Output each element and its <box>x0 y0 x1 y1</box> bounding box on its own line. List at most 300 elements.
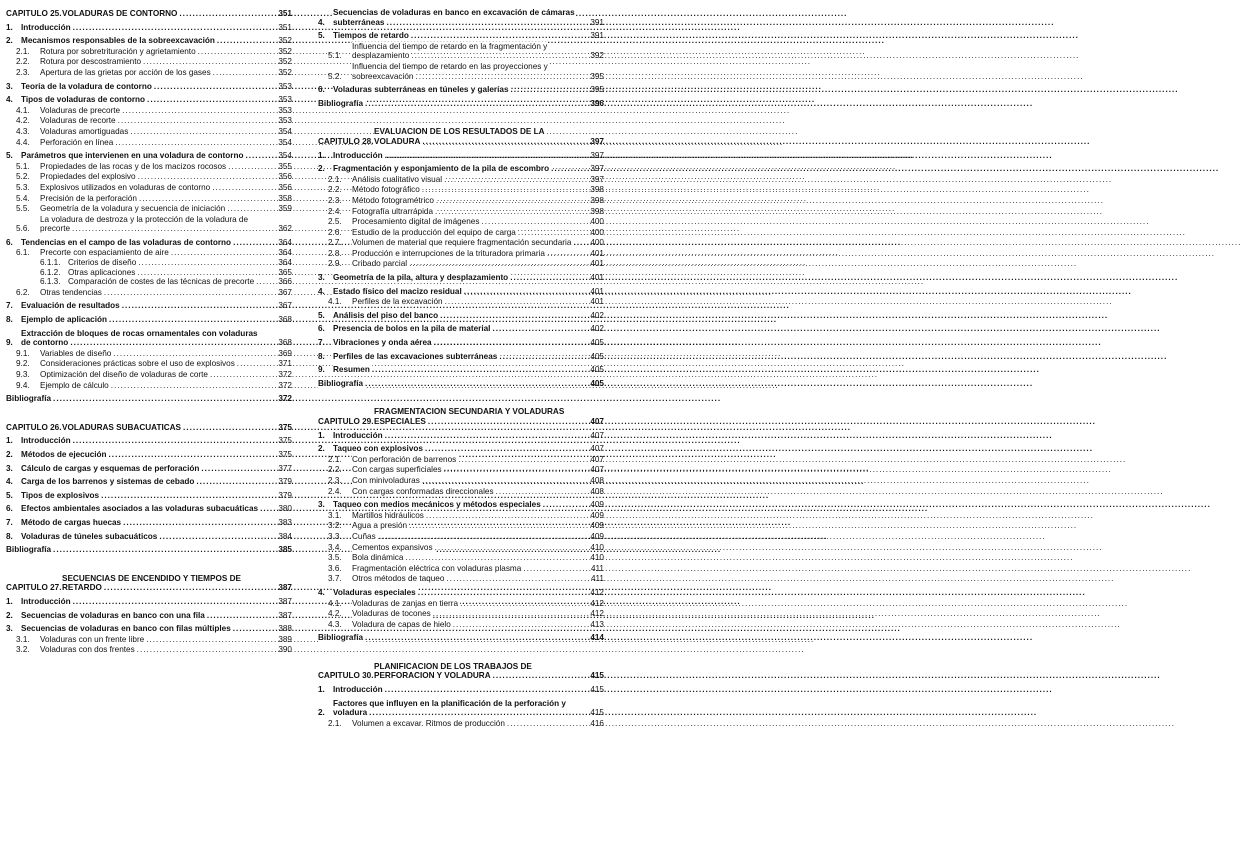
toc-entry-number: 4.1. <box>328 297 342 307</box>
toc-entry-number: 2.6. <box>328 227 342 237</box>
toc-entry-page: 391 <box>590 17 604 27</box>
toc-entry-number: 5.4. <box>16 193 30 203</box>
toc-entry-title: Otras tendencias ..... <box>40 288 264 298</box>
toc-entry-title: Geometría de la pila, altura y desplazamiento ..... <box>333 273 576 283</box>
toc-subsection-entry[interactable] <box>6 370 292 380</box>
toc-entry-title: Procesamiento digital de imágenes ..... <box>352 217 576 227</box>
toc-subsection-entry[interactable] <box>6 106 292 116</box>
toc-entry-title: Efectos ambientales asociados a las voladuras subacuáticas ..... <box>21 504 264 514</box>
toc-subsection-entry[interactable] <box>318 249 604 259</box>
toc-entry-page: 408 <box>590 475 604 485</box>
toc-entry-title: Con minivoladuras ..... <box>352 476 576 486</box>
toc-section-entry[interactable] <box>6 238 292 248</box>
toc-entry-page: 415 <box>590 685 604 695</box>
toc-section-entry[interactable] <box>318 31 604 41</box>
toc-entry-page: 397 <box>590 150 604 160</box>
toc-entry-title: Parámetros que intervienen en una voladura de contorno ..... <box>21 151 264 161</box>
toc-entry-page: 380 <box>278 504 292 514</box>
toc-entry-title: Explosivos utilizados en voladuras de contorno ..... <box>40 183 264 193</box>
toc-section-entry[interactable] <box>6 82 292 92</box>
toc-entry-page: 379 <box>278 490 292 500</box>
toc-entry-number: 4.3. <box>16 126 30 136</box>
toc-subsection-entry[interactable] <box>318 228 604 238</box>
toc-entry-page: 402 <box>590 324 604 334</box>
toc-subsection-entry[interactable] <box>6 172 292 182</box>
toc-entry-page: 409 <box>590 510 604 520</box>
toc-entry-title: Bibliografía ..... <box>6 545 264 555</box>
toc-entry-number: 8. <box>6 531 13 541</box>
toc-entry-title: Cementos expansivos ..... <box>352 543 576 553</box>
toc-section-entry[interactable] <box>6 450 292 460</box>
toc-subsection-entry[interactable] <box>318 543 604 553</box>
toc-entry-title: Introducción ..... <box>333 431 576 441</box>
toc-entry-title: Bibliografía ..... <box>318 99 576 109</box>
toc-entry-title: Cálculo de cargas y esquemas de perforación ..... <box>21 464 264 474</box>
toc-entry-page: 364 <box>278 258 292 268</box>
toc-entry-number: 3.4. <box>328 542 342 552</box>
toc-entry-page: 379 <box>278 477 292 487</box>
toc-entry-title: Fragmentación eléctrica con voladuras plasma ..... <box>352 564 576 574</box>
toc-entry-page: 372 <box>278 394 292 404</box>
toc-bibliography-entry[interactable] <box>6 394 292 404</box>
toc-entry-page: 368 <box>278 338 292 348</box>
toc-entry-page: 368 <box>278 315 292 325</box>
toc-entry-number: 3. <box>318 500 325 510</box>
toc-subsection-entry[interactable] <box>6 381 292 391</box>
toc-section-entry[interactable] <box>6 532 292 542</box>
toc-entry-title: Influencia del tiempo de retardo en las proyecciones y sobreexcavación ..... <box>352 62 576 81</box>
toc-subsection-entry[interactable] <box>318 238 604 248</box>
toc-entry-number: 5.1. <box>16 161 30 171</box>
toc-entry-page: 367 <box>278 301 292 311</box>
toc-subsection-entry[interactable] <box>6 57 292 67</box>
toc-entry-title: Teoría de la voladura de contorno ..... <box>21 82 264 92</box>
toc-entry-number: 1. <box>318 150 325 160</box>
toc-entry-number: 4.2. <box>16 116 30 126</box>
toc-entry-number: 3. <box>6 624 13 634</box>
toc-subsection-entry[interactable] <box>318 620 604 630</box>
toc-section-entry[interactable] <box>6 504 292 514</box>
toc-section-entry[interactable] <box>6 36 292 46</box>
toc-subsection-entry[interactable] <box>6 204 292 214</box>
toc-section-entry[interactable] <box>318 699 604 718</box>
section-gap <box>318 388 604 402</box>
toc-subsection-entry[interactable] <box>318 719 604 729</box>
toc-subsection-entry[interactable] <box>6 359 292 369</box>
toc-entry-number: 6.1.2. <box>40 267 61 277</box>
toc-entry-number: 3. <box>6 463 13 473</box>
toc-chapter-heading[interactable] <box>318 407 604 426</box>
toc-subsection-entry[interactable] <box>318 196 604 206</box>
toc-subsection-entry[interactable] <box>318 185 604 195</box>
toc-chapter-heading[interactable] <box>6 9 292 19</box>
toc-entry-number: 3.6. <box>328 563 342 573</box>
toc-subsection-entry[interactable] <box>318 465 604 475</box>
toc-entry-number: 2.4. <box>328 206 342 216</box>
toc-entry-title: Bola dinámica ..... <box>352 553 576 563</box>
toc-entry-number: 4.1. <box>16 105 30 115</box>
toc-entry-number: 8. <box>318 351 325 361</box>
toc-section-entry[interactable] <box>318 338 604 348</box>
toc-section-entry[interactable] <box>318 151 604 161</box>
toc-entry-page: 407 <box>590 444 604 454</box>
toc-entry-page: 407 <box>590 465 604 475</box>
toc-entry-title: Rotura por sobretrituración y agrietamiento ..... <box>40 47 264 57</box>
toc-section-entry[interactable] <box>6 329 292 348</box>
toc-entry-number: CAPITULO 30. <box>318 671 374 681</box>
toc-entry-page: 392 <box>590 51 604 61</box>
toc-entry-number: 2.1. <box>16 46 30 56</box>
toc-entry-title: Método de cargas huecas ..... <box>21 518 264 528</box>
toc-entry-number: 9.3. <box>16 370 30 379</box>
toc-entry-number: 3.1. <box>328 510 342 520</box>
toc-entry-page: 398 <box>590 185 604 195</box>
toc-entry-number: 6.1.1. <box>40 258 61 268</box>
toc-subsection-entry[interactable] <box>6 635 292 645</box>
toc-entry-title: Con cargas conformadas direccionales ..... <box>352 487 576 497</box>
toc-entry-page: 412 <box>590 587 604 597</box>
toc-entry-title: Perfiles de las excavaciones subterráneas ..... <box>333 352 576 362</box>
toc-entry-title: Comparación de costes de las técnicas de precorte ..... <box>68 277 264 287</box>
toc-entry-number: 1. <box>6 22 13 32</box>
toc-entry-title: Introducción ..... <box>333 151 576 161</box>
toc-section-entry[interactable] <box>6 491 292 501</box>
toc-entry-title: Tendencias en el campo de las voladuras de contorno ..... <box>21 238 264 248</box>
toc-subsection-entry[interactable] <box>6 215 292 234</box>
toc-entry-number: 9. <box>6 338 13 348</box>
toc-entry-number: 4. <box>6 95 13 105</box>
toc-entry-title: Voladura de capas de hielo ..... <box>352 620 576 630</box>
toc-entry-number: 3.1. <box>16 634 30 644</box>
toc-section-entry[interactable] <box>318 311 604 321</box>
toc-entry-title: Ejemplo de aplicación ..... <box>21 315 264 325</box>
toc-subsection-entry[interactable] <box>6 116 292 126</box>
toc-chapter-heading[interactable] <box>6 423 292 433</box>
toc-entry-number: 2.3. <box>328 195 342 205</box>
toc-chapter-heading[interactable] <box>318 662 604 681</box>
toc-section-entry[interactable] <box>6 23 292 33</box>
toc-entry-title: Voladuras amortiguadas ..... <box>40 127 264 137</box>
toc-subsection-entry[interactable] <box>6 288 292 298</box>
toc-entry-page: 397 <box>590 164 604 174</box>
toc-chapter-heading[interactable] <box>6 574 292 593</box>
toc-entry-page: 353 <box>278 95 292 105</box>
toc-bibliography-entry[interactable] <box>318 379 604 389</box>
toc-entry-number: 9.2. <box>16 359 30 369</box>
toc-entry-number: 2.2. <box>328 465 342 475</box>
toc-subsection-entry[interactable] <box>318 297 604 307</box>
toc-entry-page: 401 <box>590 259 604 269</box>
toc-subsection-entry[interactable] <box>6 68 292 78</box>
toc-entry-title: VOLADURAS SUBACUATICAS ..... <box>62 423 264 433</box>
toc-entry-title: Método fotográfico ..... <box>352 185 576 195</box>
toc-entry-page: 372 <box>278 370 292 379</box>
toc-entry-title: Voladuras de túneles subacuáticos ..... <box>21 532 264 542</box>
toc-entry-number: 4. <box>318 17 325 27</box>
toc-entry-page: 400 <box>590 227 604 237</box>
toc-entry-title: Consideraciones prácticas sobre el uso de explosivos ..... <box>40 359 264 369</box>
toc-entry-page: 395 <box>590 71 604 81</box>
toc-subsection-entry[interactable] <box>318 476 604 486</box>
toc-entry-page: 372 <box>278 380 292 390</box>
toc-entry-page: 355 <box>278 161 292 171</box>
toc-entry-title: Evaluación de resultados ..... <box>21 301 264 311</box>
toc-section-entry[interactable] <box>6 95 292 105</box>
toc-entry-title: Resumen ..... <box>333 365 576 375</box>
toc-entry-number: 5. <box>6 490 13 500</box>
toc-entry-title: Voladuras con un frente libre ..... <box>40 635 264 645</box>
toc-subsection-entry[interactable] <box>6 127 292 137</box>
toc-entry-page: 397 <box>590 136 604 146</box>
toc-entry-number: 5. <box>6 151 13 161</box>
toc-entry-page: 412 <box>590 598 604 608</box>
toc-section-entry[interactable] <box>6 518 292 528</box>
toc-entry-page: 387 <box>278 596 292 606</box>
toc-entry-number: 2.3. <box>328 475 342 485</box>
toc-subsection-entry[interactable] <box>318 574 604 584</box>
toc-entry-page: 416 <box>590 718 604 728</box>
toc-entry-page: 358 <box>278 193 292 203</box>
toc-entry-number: 3. <box>6 81 13 91</box>
toc-entry-title: VOLADURAS DE CONTORNO ..... <box>62 9 264 19</box>
toc-entry-title: Propiedades del explosivo ..... <box>40 172 264 182</box>
toc-subsection-entry[interactable] <box>318 42 604 61</box>
toc-section-entry[interactable] <box>318 352 604 362</box>
toc-entry-number: 2. <box>318 444 325 454</box>
toc-entry-title: Propiedades de las rocas y de los macizos rocosos ..... <box>40 162 264 172</box>
toc-entry-number: CAPITULO 25. <box>6 9 62 18</box>
toc-entry-title: Análisis cualitativo visual ..... <box>352 175 576 185</box>
toc-entry-page: 389 <box>278 634 292 644</box>
toc-entry-number: 1. <box>318 685 325 695</box>
toc-entry-title: Extracción de bloques de rocas ornamentales con voladuras de contorno ..... <box>21 329 264 348</box>
toc-entry-number: 5.6. <box>16 224 30 234</box>
section-gap <box>318 643 604 657</box>
toc-subsubsection-entry[interactable] <box>6 277 292 287</box>
toc-entry-page: 415 <box>590 671 604 681</box>
toc-subsection-entry[interactable] <box>6 138 292 148</box>
toc-entry-number: 2. <box>318 708 325 718</box>
toc-entry-title: Perfiles de la excavación ..... <box>352 297 576 307</box>
toc-subsection-entry[interactable] <box>6 349 292 359</box>
toc-chapter-heading[interactable] <box>318 127 604 146</box>
toc-section-entry[interactable] <box>318 431 604 441</box>
toc-entry-page: 414 <box>590 633 604 643</box>
toc-entry-page: 407 <box>590 430 604 440</box>
toc-entry-page: 402 <box>590 310 604 320</box>
toc-subsection-entry[interactable] <box>318 599 604 609</box>
toc-entry-number: 6. <box>6 504 13 514</box>
toc-entry-title: PLANIFICACION DE LOS TRABAJOS DE PERFORACION Y VOLADURA ..... <box>374 662 576 681</box>
toc-entry-title: Rotura por descostramiento ..... <box>40 57 264 67</box>
toc-entry-title: Factores que influyen en la planificación de la perforación y voladura ..... <box>333 699 576 718</box>
toc-entry-title: Precorte con espaciamiento de aire ..... <box>40 248 264 258</box>
toc-subsection-entry[interactable] <box>318 259 604 269</box>
toc-entry-title: Mecanismos responsables de la sobreexcavación ..... <box>21 36 264 46</box>
toc-subsection-entry[interactable] <box>318 553 604 563</box>
toc-entry-title: Criterios de diseño ..... <box>68 258 264 268</box>
toc-entry-number: 9. <box>318 365 325 375</box>
toc-entry-title: Con cargas superficiales ..... <box>352 465 576 475</box>
toc-entry-page: 354 <box>278 151 292 161</box>
toc-entry-page: 352 <box>278 67 292 77</box>
toc-section-entry[interactable] <box>318 685 604 695</box>
toc-section-entry[interactable] <box>6 436 292 446</box>
toc-section-entry[interactable] <box>6 624 292 634</box>
toc-entry-page: 411 <box>590 574 604 584</box>
toc-entry-title: Presencia de bolos en la pila de material ..... <box>333 324 576 334</box>
toc-section-entry[interactable] <box>318 365 604 375</box>
toc-entry-page: 410 <box>590 553 604 563</box>
toc-entry-page: 351 <box>278 22 292 32</box>
toc-entry-title: Carga de los barrenos y sistemas de cebado ..... <box>21 477 264 487</box>
toc-entry-page: 385 <box>278 545 292 555</box>
toc-entry-page: 353 <box>278 105 292 115</box>
toc-entry-page: 351 <box>278 9 292 18</box>
toc-subsection-entry[interactable] <box>6 194 292 204</box>
toc-bibliography-entry[interactable] <box>318 633 604 643</box>
toc-entry-page: 395 <box>590 85 604 95</box>
toc-entry-number: 3.3. <box>328 531 342 541</box>
toc-subsection-entry[interactable] <box>318 207 604 217</box>
toc-entry-title: Tipos de voladuras de contorno ..... <box>21 95 264 105</box>
toc-section-entry[interactable] <box>318 324 604 334</box>
toc-entry-number: CAPITULO 27. <box>6 583 62 593</box>
toc-bibliography-entry[interactable] <box>318 99 604 109</box>
toc-entry-page: 409 <box>590 500 604 510</box>
toc-entry-number: 2.1. <box>328 174 342 184</box>
toc-entry-number: 4.4. <box>16 137 30 147</box>
toc-entry-number: 7. <box>318 338 325 348</box>
toc-entry-number: 6.1. <box>16 248 30 258</box>
toc-entry-page: 365 <box>278 267 292 277</box>
toc-entry-number: 2.5. <box>328 217 342 227</box>
toc-subsubsection-entry[interactable] <box>6 258 292 268</box>
toc-entry-number: 8. <box>6 315 13 325</box>
toc-section-entry[interactable] <box>6 611 292 621</box>
toc-entry-number: 4.1. <box>328 598 342 608</box>
toc-entry-number: 6. <box>318 324 325 334</box>
toc-subsection-entry[interactable] <box>6 47 292 57</box>
toc-entry-title: Métodos de ejecución ..... <box>21 450 264 460</box>
toc-subsection-entry[interactable] <box>318 217 604 227</box>
toc-subsection-entry[interactable] <box>318 487 604 497</box>
toc-entry-number: 2.1. <box>328 454 342 464</box>
toc-entry-number: 4.2. <box>328 609 342 619</box>
toc-entry-title: Otras aplicaciones ..... <box>68 268 264 278</box>
toc-entry-title: Ejemplo de cálculo ..... <box>40 381 264 391</box>
toc-entry-title: Bibliografía ..... <box>318 633 576 643</box>
toc-entry-title: Optimización del diseño de voladuras de corte ..... <box>40 370 264 380</box>
toc-subsubsection-entry[interactable] <box>6 268 292 278</box>
toc-section-entry[interactable] <box>318 287 604 297</box>
toc-entry-number: 2. <box>6 36 13 46</box>
toc-entry-title: Apertura de las grietas por acción de los gases ..... <box>40 68 264 78</box>
toc-entry-number: 3.2. <box>16 645 30 655</box>
toc-entry-title: Cribado parcial ..... <box>352 259 576 269</box>
toc-subsection-entry[interactable] <box>318 455 604 465</box>
toc-section-entry[interactable] <box>6 301 292 311</box>
toc-entry-title: Voladuras especiales ..... <box>333 588 576 598</box>
toc-entry-page: 369 <box>278 348 292 358</box>
toc-entry-number: 2.8. <box>328 248 342 258</box>
toc-subsection-entry[interactable] <box>318 564 604 574</box>
toc-entry-number: 6.2. <box>16 287 30 297</box>
toc-section-entry[interactable] <box>318 164 604 174</box>
toc-entry-number: 2.3. <box>16 67 30 77</box>
toc-entry-page: 408 <box>590 486 604 496</box>
toc-entry-page: 396 <box>590 98 604 108</box>
toc-entry-page: 398 <box>590 206 604 216</box>
toc-subsection-entry[interactable] <box>318 62 604 81</box>
toc-entry-page: 412 <box>590 609 604 619</box>
toc-section-entry[interactable] <box>6 597 292 607</box>
toc-entry-title: Tipos de explosivos ..... <box>21 491 264 501</box>
toc-entry-number: 2. <box>6 449 13 459</box>
toc-section-entry[interactable] <box>6 477 292 487</box>
toc-subsection-entry[interactable] <box>318 521 604 531</box>
toc-section-entry[interactable] <box>318 588 604 598</box>
toc-entry-title: Fotografía ultrarrápida ..... <box>352 207 576 217</box>
toc-section-entry[interactable] <box>6 315 292 325</box>
toc-entry-title: Voladuras con dos frentes ..... <box>40 645 264 655</box>
toc-entry-title: Vibraciones y onda aérea ..... <box>333 338 576 348</box>
toc-entry-number: 4. <box>6 477 13 487</box>
toc-entry-title: Análisis del piso del banco ..... <box>333 311 576 321</box>
section-gap <box>318 108 604 122</box>
toc-bibliography-entry[interactable] <box>6 545 292 555</box>
toc-entry-page: 364 <box>278 248 292 258</box>
toc-section-entry[interactable] <box>318 8 604 27</box>
toc-entry-page: 407 <box>590 417 604 426</box>
toc-subsection-entry[interactable] <box>6 645 292 655</box>
toc-entry-number: 2.1. <box>328 718 342 728</box>
toc-entry-page: 356 <box>278 172 292 182</box>
toc-entry-number: 2. <box>6 610 13 620</box>
toc-entry-title: Introducción ..... <box>333 685 576 695</box>
toc-entry-title: Voladuras de recorte ..... <box>40 116 264 126</box>
toc-subsection-entry[interactable] <box>318 511 604 521</box>
toc-entry-page: 410 <box>590 542 604 552</box>
toc-entry-page: 391 <box>590 31 604 41</box>
toc-section-entry[interactable] <box>318 444 604 454</box>
toc-subsection-entry[interactable] <box>318 175 604 185</box>
toc-subsection-entry[interactable] <box>318 609 604 619</box>
toc-left-column <box>6 4 292 655</box>
toc-section-entry[interactable] <box>318 273 604 283</box>
toc-subsection-entry[interactable] <box>6 183 292 193</box>
toc-entry-page: 353 <box>278 81 292 91</box>
toc-entry-number: 5.5. <box>16 204 30 214</box>
toc-section-entry[interactable] <box>6 151 292 161</box>
toc-entry-number: 6. <box>6 237 13 247</box>
toc-entry-title: Volumen a excavar. Ritmos de producción ..... <box>352 719 576 729</box>
toc-entry-title: Taqueo con explosivos ..... <box>333 444 576 454</box>
toc-entry-title: EVALUACION DE LOS RESULTADOS DE LA VOLADURA ..... <box>374 127 576 146</box>
toc-subsection-entry[interactable] <box>318 532 604 542</box>
toc-entry-title: SECUENCIAS DE ENCENDIDO Y TIEMPOS DE RETARDO ..... <box>62 574 264 593</box>
toc-entry-page: 388 <box>278 624 292 634</box>
toc-subsection-entry[interactable] <box>6 248 292 258</box>
toc-entry-title: Cuñas ..... <box>352 532 576 542</box>
toc-section-entry[interactable] <box>318 85 604 95</box>
toc-section-entry[interactable] <box>318 500 604 510</box>
toc-entry-number: 1. <box>6 596 13 606</box>
toc-subsection-entry[interactable] <box>6 162 292 172</box>
toc-section-entry[interactable] <box>6 464 292 474</box>
toc-entry-title: La voladura de destroza y la protección de la voladura de precorte ..... <box>40 215 264 234</box>
toc-entry-page: 366 <box>278 277 292 287</box>
